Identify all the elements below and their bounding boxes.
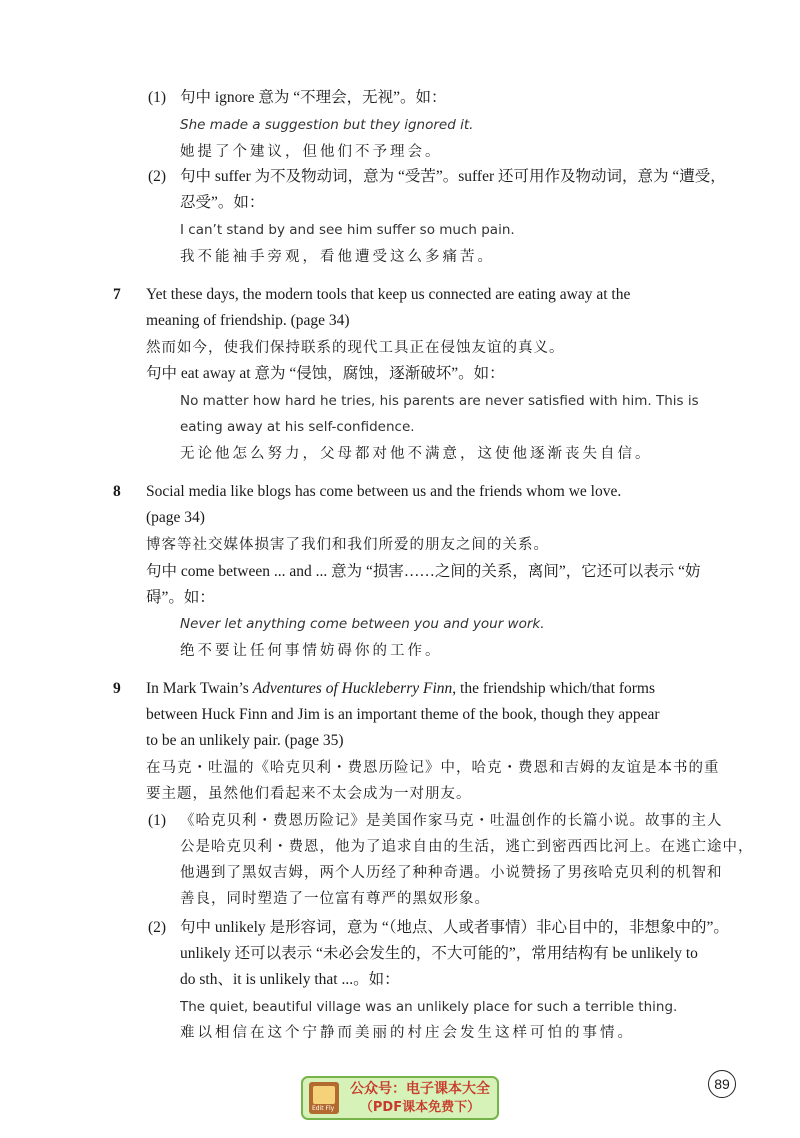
banner-line-1: 公众号：电子课本大全 [350, 1081, 490, 1097]
item9-example-cn: 难以相信在这个宁静而美丽的村庄会发生这样可怕的事情。 [180, 1025, 635, 1041]
item8-note-1: 句中 come between ... and ... 意为 “损害……之间的关系，离间”，它还可以表示 “妨 [146, 563, 701, 580]
item8-example-cn: 绝不要让任何事情妨碍你的工作。 [180, 643, 443, 659]
item7-number: 7 [113, 286, 121, 303]
s6-p1-example-cn: 她提了个建议，但他们不予理会。 [180, 144, 443, 160]
item9-en-1 [146, 679, 655, 699]
item9-p1-line-3: 他遇到了黑奴吉姆，两个人历经了种种奇遇。小说赞扬了男孩哈克贝利的机智和 [180, 865, 723, 881]
item9-en-1-pre: In Mark Twain’s [146, 680, 253, 697]
item7-note: 句中 eat away at 意为 “侵蚀，腐蚀，逐渐破坏”。如： [146, 365, 505, 382]
item8-number: 8 [113, 483, 121, 500]
item8-en-2: (page 34) [146, 509, 205, 526]
s6-p2-text-2: 忍受”。如： [180, 194, 265, 211]
item9-p1-line-1: 《哈克贝利・费恩历险记》是美国作家马克・吐温创作的长篇小说。故事的主人 [180, 813, 723, 829]
s6-p2-example-cn: 我不能袖手旁观，看他遭受这么多痛苦。 [180, 249, 495, 265]
item7-example-cn: 无论他怎么努力，父母都对他不满意，这使他逐渐丧失自信。 [180, 446, 653, 462]
item7-cn: 然而如今，使我们保持联系的现代工具正在侵蚀友谊的真义。 [146, 340, 565, 356]
item9-cn-1: 在马克・吐温的《哈克贝利・费恩历险记》中，哈克・费恩和吉姆的友谊是本书的重 [146, 760, 720, 776]
item9-p1-num: (1) [148, 812, 167, 829]
item8-en-1: Social media like blogs has come between us and the friends whom we love. [146, 483, 622, 500]
watermark-banner [301, 1076, 499, 1120]
s6-p2-num: (2) [148, 168, 167, 185]
item7-en-2: meaning of friendship. (page 34) [146, 312, 350, 329]
item8-note-2: 碍”。如： [146, 589, 215, 606]
banner-line-2: （PDF课本免费下） [359, 1100, 481, 1115]
item7-example-en-2: eating away at his self-confidence. [180, 419, 415, 435]
item9-number: 9 [113, 680, 121, 697]
item9-p2-line-2: unlikely 还可以表示 “未必会发生的，不大可能的”，常用结构有 be unlikely to [180, 945, 698, 962]
item9-p1-line-2: 公是哈克贝利・费恩，他为了追求自由的生活，逃亡到密西西比河上。在逃亡途中， [180, 839, 754, 855]
item9-en-1-post: , the friendship which/that forms [452, 680, 656, 697]
item9-p2-line-3: do sth、it is unlikely that ...。如： [180, 971, 400, 988]
book-logo-icon: Edit Fly [309, 1082, 339, 1114]
item7-example-en-1: No matter how hard he tries, his parents are never satisfied with him. This is [180, 393, 699, 409]
item7-en-1: Yet these days, the modern tools that keep us connected are eating away at the [146, 286, 631, 303]
item8-example-en: Never let anything come between you and your work. [180, 616, 545, 632]
item9-example-en: The quiet, beautiful village was an unlikely place for such a terrible thing. [180, 999, 678, 1015]
item9-p2-line-1: 句中 unlikely 是形容词，意为 “（地点、人或者事情）非心目中的，非想象中的”。 [180, 919, 729, 936]
item9-p1-line-4: 善良，同时塑造了一位富有尊严的黑奴形象。 [180, 891, 490, 907]
item9-en-3: to be an unlikely pair. (page 35) [146, 732, 344, 749]
book-title: Adventures of Huckleberry Finn [252, 680, 453, 697]
s6-p2-example-en: I can’t stand by and see him suffer so much pain. [180, 222, 515, 238]
s6-p2-text-1: 句中 suffer 为不及物动词，意为 “受苦”。suffer 还可用作及物动词，意为 “遭受， [180, 168, 726, 185]
item8-cn: 博客等社交媒体损害了我们和我们所爱的朋友之间的关系。 [146, 537, 549, 553]
s6-p1-text: 句中 ignore 意为 “不理会，无视”。如： [180, 89, 447, 106]
item9-en-2: between Huck Finn and Jim is an important theme of the book, though they appear [146, 706, 660, 723]
item9-cn-2: 要主题，虽然他们看起来不太会成为一对朋友。 [146, 786, 472, 802]
s6-p1-example-en: She made a suggestion but they ignored it. [180, 117, 474, 133]
page-number: 89 [708, 1070, 736, 1098]
s6-p1-num: (1) [148, 89, 167, 106]
item9-p2-num: (2) [148, 919, 167, 936]
